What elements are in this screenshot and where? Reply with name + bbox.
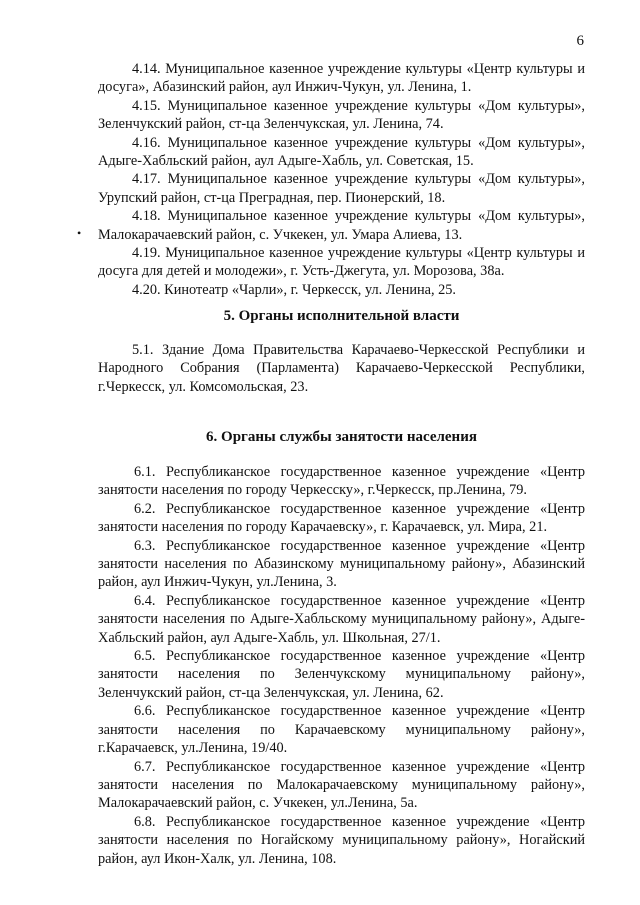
list-item: 6.4. Республиканское государственное казенное учреждение «Центр занятости населения по Адыге-Хабльскому муниципальному району», Адыге-Хабльский район, аул Адыге-Хабль, ул. Школьная, 27/1. — [98, 592, 585, 646]
list-item: 4.20. Кинотеатр «Чарли», г. Черкесск, ул. Ленина, 25. — [132, 281, 457, 298]
list-item: 5.1. Здание Дома Правительства Карачаево-Черкесской Республики и Народного Собрания (Парламента) Карачаево-Черкесской Республики, г.Черкесск, ул. Комсомольская, 23. — [98, 342, 585, 395]
section-6-list — [98, 463, 585, 868]
list-item: 6.1. Республиканское государственное казенное учреждение «Центр занятости населения по городу Черкесску», г.Черкесск, пр.Ленина, 79. — [98, 464, 585, 499]
list-item: 4.16. Муниципальное казенное учреждение культуры «Дом культуры», Адыге-Хабльский район, аул Адыге-Хабль, ул. Советская, 15. — [98, 134, 585, 170]
section-5-list — [98, 341, 585, 396]
list-item: 6.6. Республиканское государственное казенное учреждение «Центр занятости населения по Карачаевскому муниципальному району», г.Карачаевск, ул.Ленина, 19/40. — [98, 703, 585, 757]
list-item: 4.19. Муниципальное казенное учреждение культуры «Центр культуры и досуга для детей и молодежи», г. Усть-Джегута, ул. Морозова, 38а. — [98, 245, 585, 280]
section-heading-5: 5. Органы исполнительной власти — [223, 308, 460, 324]
list-item: 6.8. Республиканское государственное казенное учреждение «Центр занятости населения по Ногайскому муниципальному району», Ногайский район, аул Икон-Халк, ул. Ленина, 108. — [98, 813, 585, 867]
section-heading-6: 6. Органы службы занятости населения — [206, 429, 477, 445]
list-item: 4.18. Муниципальное казенное учреждение культуры «Дом культуры», Малокарачаевский район, с. Учкекен, ул. Умара Алиева, 13. — [98, 208, 585, 243]
page-number: 6 — [576, 33, 584, 49]
list-item: 4.15. Муниципальное казенное учреждение культуры «Дом культуры», Зеленчукский район, ст-ца Зеленчукская, ул. Ленина, 74. — [98, 97, 585, 133]
list-item: 6.5. Республиканское государственное казенное учреждение «Центр занятости населения по Зеленчукскому муниципальному району», Зеленчукский район, ст-ца Зеленчукская, ул. Ленина, 62. — [98, 648, 585, 701]
list-item: 4.17. Муниципальное казенное учреждение культуры «Дом культуры», Урупский район, ст-ца Преградная, пер. Пионерский, 18. — [98, 171, 585, 206]
margin-mark: • — [77, 226, 82, 240]
list-item: 6.3. Республиканское государственное казенное учреждение «Центр занятости населения по Абазинскому муниципальному району», Абазинский район, аул Инжич-Чукун, ул.Ленина, 3. — [98, 537, 585, 591]
list-item: 4.14. Муниципальное казенное учреждение культуры «Центр культуры и досуга», Абазинский район, аул Инжич-Чукун, ул. Ленина, 1. — [98, 61, 585, 96]
list-item: 6.2. Республиканское государственное казенное учреждение «Центр занятости населения по городу Карачаевску», г. Карачаевск, ул. Мира, 21. — [98, 500, 585, 536]
list-item: 6.7. Республиканское государственное казенное учреждение «Центр занятости населения по Малокарачаевскому муниципальному району», Малокарачаевский район, с. Учкекен, ул.Ленина, 5а. — [98, 758, 585, 812]
culture-institutions-list — [98, 60, 585, 299]
